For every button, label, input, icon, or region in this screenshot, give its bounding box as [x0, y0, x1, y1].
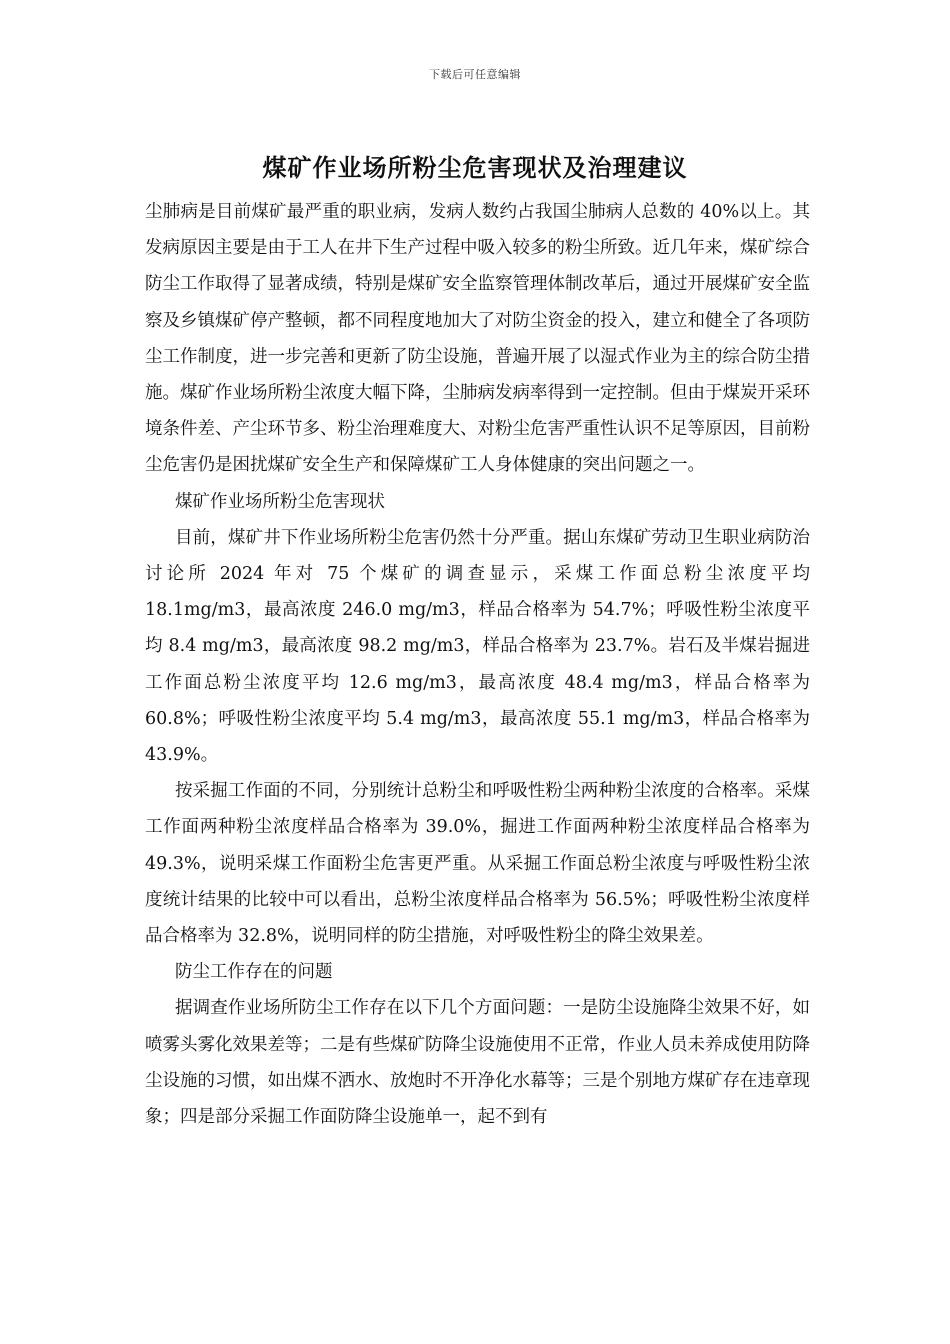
paragraph-problems: 据调查作业场所防尘工作存在以下几个方面问题：一是防尘设施降尘效果不好，如喷雾头雾化效果差等；二是有些煤矿防降尘设施使用不正常，作业人员未养成使用防降尘设施的习惯，如出煤不洒水、放炮时不开净化水幕等；三是个别地方煤矿存在违章现象；四是部分采掘工作面防降尘设施单一，起不到有	[145, 998, 810, 1128]
section-heading-status: 煤矿作业场所粉尘危害现状	[175, 491, 385, 512]
paragraph-intro: 尘肺病是目前煤矿最严重的职业病，发病人数约占我国尘肺病人总数的 40%以上。其发病原因主要是由于工人在井下生产过程中吸入较多的粉尘所致。近几年来，煤矿综合防尘工作取得了显著成绩，特别是煤矿安全监察管理体制改革后，通过开展煤矿安全监察及乡镇煤矿停产整顿，都不同程度地加大了对防尘资金的投入，建立和健全了各项防尘工作制度，进一步完善和更新了防尘设施，普遍开展了以湿式作业为主的综合防尘措施。煤矿作业场所粉尘浓度大幅下降，尘肺病发病率得到一定控制。但由于煤炭开采环境条件差、产尘环节多、粉尘治理难度大、对粉尘危害严重性认识不足等原因，目前粉尘危害仍是困扰煤矿安全生产和保障煤矿工人身体健康的突出问题之一。	[145, 202, 810, 476]
paragraph-status-data: 目前，煤矿井下作业场所粉尘危害仍然十分严重。据山东煤矿劳动卫生职业病防治讨论所 2024 年对 75 个煤矿的调查显示，采煤工作面总粉尘浓度平均 18.1mg/m3，最高浓度 246.0 mg/m3，样品合格率为 54.7%；呼吸性粉尘浓度平均 8.4 mg/m3，最高浓度 98.2 mg/m3，样品合格率为 23.7%。岩石及半煤岩掘进工作面总粉尘浓度平均 12.6 mg/m3，最高浓度 48.4 mg/m3，样品合格率为 60.8%；呼吸性粉尘浓度平均 5.4 mg/m3，最高浓度 55.1 mg/m3，样品合格率为 43.9%。	[145, 527, 810, 766]
section-heading-problems: 防尘工作存在的问题	[175, 962, 333, 983]
document-body	[145, 194, 810, 1135]
header-note: 下载后可任意编辑	[429, 68, 521, 81]
paragraph-compliance-rates: 按采掘工作面的不同，分别统计总粉尘和呼吸性粉尘两种粉尘浓度的合格率。采煤工作面两种粉尘浓度样品合格率为 39.0%，掘进工作面两种粉尘浓度样品合格率为 49.3%，说明采煤工作面粉尘危害更严重。从采掘工作面总粉尘浓度与呼吸性粉尘浓度统计结果的比较中可以看出，总粉尘浓度样品合格率为 56.5%；呼吸性粉尘浓度样品合格率为 32.8%，说明同样的防尘措施，对呼吸性粉尘的降尘效果差。	[145, 781, 810, 947]
document-title: 煤矿作业场所粉尘危害现状及治理建议	[262, 153, 688, 182]
